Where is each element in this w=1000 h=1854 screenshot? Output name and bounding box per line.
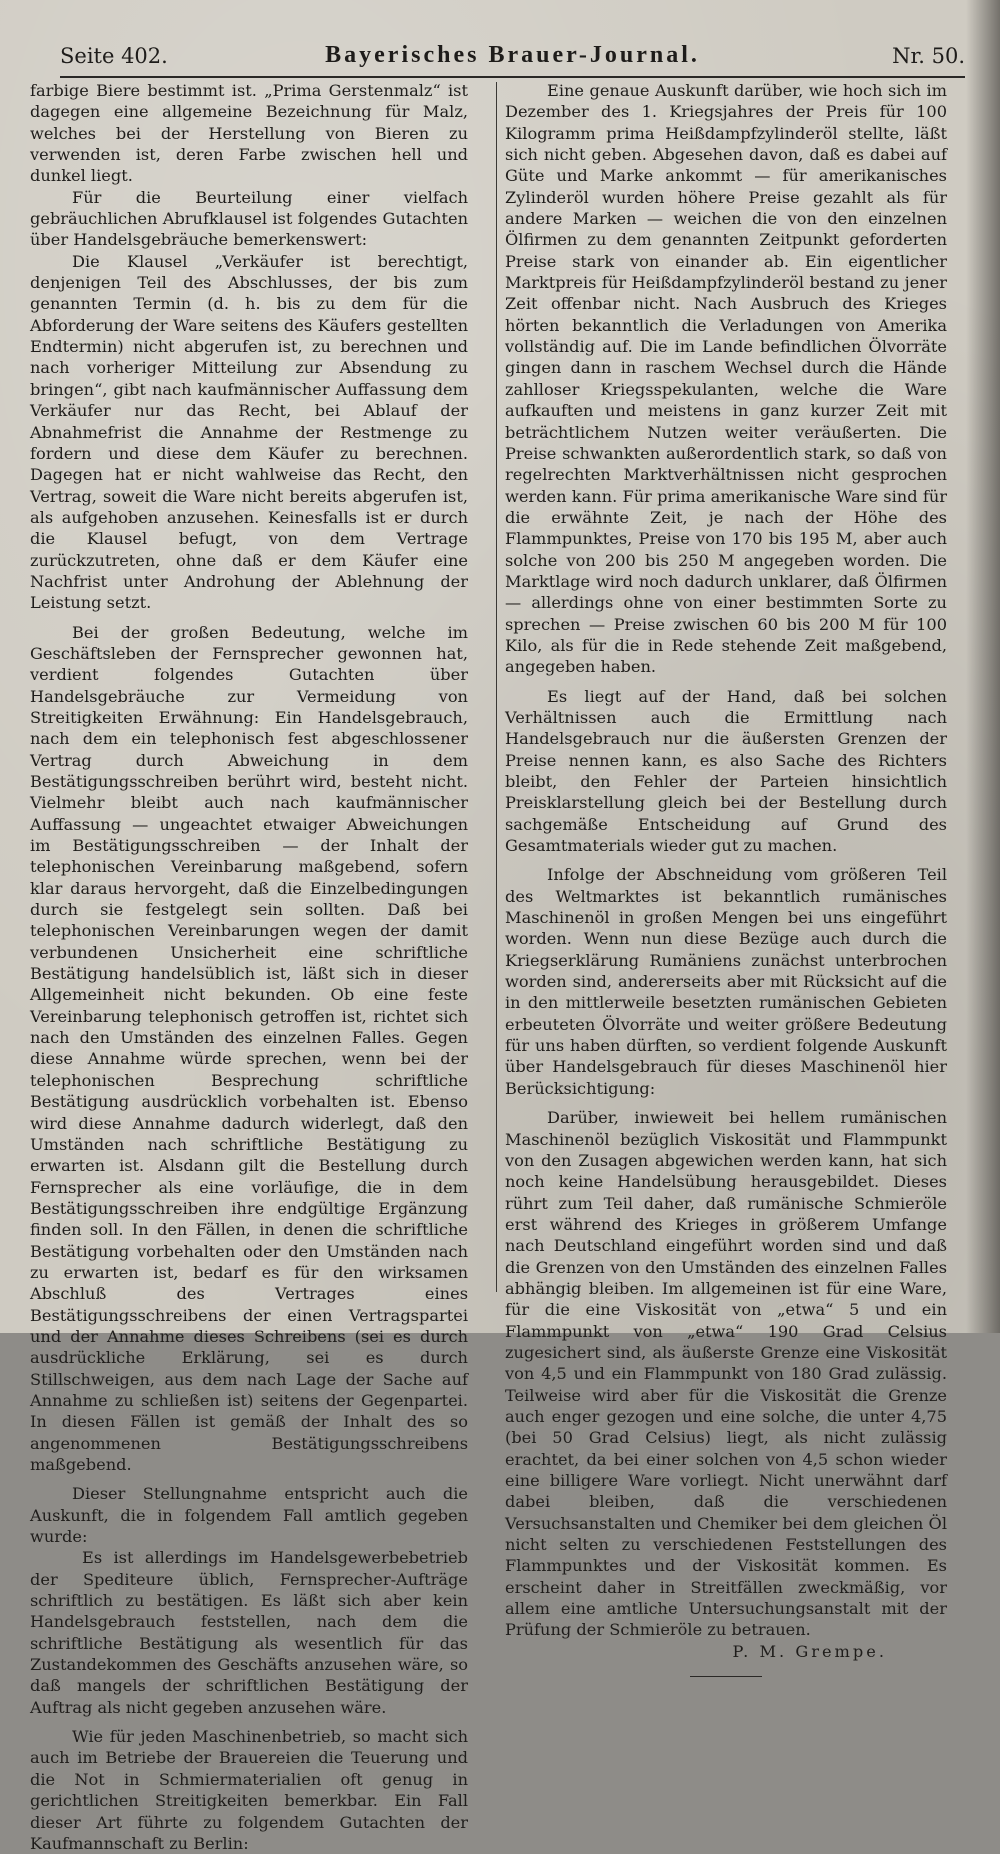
right-column bbox=[505, 80, 947, 1677]
quoted-opinion: Eine genaue Auskunft darüber, wie hoch sich im Dezember des 1. Kriegsjahres der Preis für 100 Kilogramm prima Heißdampfzylinderöl stellte, läßt sich nicht geben. Abgesehen davon, daß es dabei auf Güte und Marke ankommt — für amerikanisches Zylinderöl wurden höhere Preise gezahlt als für andere Marken — weichen die von den einzelnen Ölfirmen zu dem genannten Zeitpunkt geforderten Preise stark von einander ab. Ein eigentlicher Marktpreis für Heißdampfzylinderöl bestand zu jener Zeit offenbar nicht. Nach Ausbruch des Krieges hörten bekanntlich die Verladungen von Amerika vollständig auf. Die im Lande befindlichen Ölvorräte gingen dann in raschem Wechsel durch die Hände zahlloser Kriegsspekulanten, welche die Ware aufkauften und meistens in ganz kurzer Zeit mit beträchtlichem Nutzen weiter veräußerten. Die Preise schwankten außerordentlich stark, so daß von regelrechten Marktverhältnissen nicht gesprochen werden kann. Für prima amerikanische Ware sind für die erwähnte Zeit, je nach der Höhe des Flammpunktes, Preise von 170 bis 195 M, aber auch solche von 200 bis 250 M angegeben worden. Die Marktlage wird noch dadurch unklarer, daß Ölfirmen — allerdings ohne von einer bestimmten Sorte zu sprechen — Preise zwischen 60 bis 200 M für 100 Kilo, als für die in Rede stehende Zeit maßgebend, angegeben haben. bbox=[505, 81, 947, 677]
paragraph: Wie für jeden Maschinenbetrieb, so macht sich auch im Betriebe der Brauereien die Teuerung und die Not in Schmiermaterialien oft genug in gerichtlichen Streitigkeiten bemerkbar. Ein Fall dieser Art führte zu folgendem Gutachten der Kaufmannschaft zu Berlin: bbox=[30, 1727, 468, 1853]
spacer bbox=[505, 678, 947, 686]
paragraph: Für die Beurteilung einer vielfach gebräuchlichen Abrufklausel ist folgendes Gutachten über Handelsgebräuche bemerkenswert: bbox=[30, 187, 468, 250]
spacer bbox=[30, 614, 468, 622]
paragraph: Dieser Stellungnahme entspricht auch die Auskunft, die in folgendem Fall amtlich gegeben wurde: bbox=[30, 1484, 468, 1547]
spacer bbox=[505, 856, 947, 864]
quoted-opinion: Es ist allerdings im Handelsgewerbebetrieb der Spediteure üblich, Fernsprecher-Aufträge schriftlich zu bestätigen. Es läßt sich aber kein Handelsgebrauch feststellen, nach dem die schriftliche Bestätigung als wesentlich für das Zustandekommen des Geschäfts anzusehen wäre, so daß mangels der schriftlichen Bestätigung der Auftrag als nicht gegeben anzusehen wäre. bbox=[30, 1548, 468, 1717]
spacer bbox=[30, 1475, 468, 1483]
end-rule bbox=[690, 1676, 762, 1677]
quoted-opinion: Die Klausel „Verkäufer ist berechtigt, denjenigen Teil des Abschlusses, der bis zum genannten Termin (d. h. bis zu dem für die Abforderung der Ware seitens des Käufers gestellten Endtermin) nicht abgerufen ist, zu berechnen und nach vorheriger Mitteilung zur Absendung zu bringen“, gibt nach kaufmännischer Auffassung dem Verkäufer nur das Recht, bei Ablauf der Abnahmefrist die Annahme der Restmenge zu fordern und diese dem Käufer zu berechnen. Dagegen hat er nicht wahlweise das Recht, den Vertrag, soweit die Ware nicht bereits abgerufen ist, als aufgehoben anzusehen. Keinesfalls ist er durch die Klausel befugt, von dem Vertrage zurückzutreten, ohne daß er dem Käufer eine Nachfrist unter Androhung der Ablehnung der Leistung setzt. bbox=[30, 251, 468, 613]
issue-number: Nr. 50. bbox=[892, 44, 965, 68]
paragraph: Bei der großen Bedeutung, welche im Geschäftsleben der Fernsprecher gewonnen hat, verdient folgendes Gutachten über Handelsgebräuche zur Vermeidung von Streitigkeiten Erwähnung: Ein Handelsgebrauch, nach dem ein telephonisch fest abgeschlossener Vertrag durch Abweichung in dem Bestätigungsschreiben berührt wird, besteht nicht. Vielmehr bleibt auch nach kaufmännischer Auffassung — ungeachtet etwaiger Abweichungen im Bestätigungsschreiben — der Inhalt der telephonischen Vereinbarung maßgebend, sofern klar daraus hervorgeht, daß die Einzelbedingungen durch sie festgelegt sein sollten. Daß bei telephonischen Vereinbarungen wegen der damit verbundenen Unsicherheit eine schriftliche Bestätigung handelsüblich ist, läßt sich in dieser Allgemeinheit nicht bekunden. Ob eine feste Vereinbarung telephonisch getroffen ist, richtet sich nach den Umständen des einzelnen Falles. Gegen diese Annahme würde sprechen, wenn bei der telephonischen Besprechung schriftliche Bestätigung ausdrücklich vorbehalten ist. Ebenso wird diese Annahme dadurch widerlegt, daß den Umständen nach schriftliche Bestätigung zu erwarten ist. Alsdann gilt die Bestellung durch Fernsprecher als eine vorläufige, die in dem Bestätigungsschreiben ihre endgültige Ergänzung finden soll. In den Fällen, in denen die schriftliche Bestätigung vorbehalten oder den Umständen nach zu erwarten ist, bedarf es für den wirksamen Abschluß des Vertrages eines Bestätigungsschreibens der einen Vertragspartei und der Annahme dieses Schreibens (sei es durch ausdrückliche Erklärung, sei es durch Stillschweigen, aus dem nach Lage der Sache auf Annahme zu schließen ist) seitens der Gegenpartei. In diesen Fällen ist gemäß der Inhalt des so angenommenen Bestätigungsschreibens maßgebend. bbox=[30, 622, 468, 1474]
author-signature: P. M. Grempe. bbox=[732, 1641, 887, 1661]
spacer bbox=[30, 1718, 468, 1726]
journal-title: Bayerisches Brauer-Journal. bbox=[325, 42, 700, 68]
page-edge-shadow bbox=[966, 0, 1000, 1333]
column-divider bbox=[496, 82, 497, 1292]
left-column bbox=[30, 80, 468, 1854]
spacer bbox=[505, 1099, 947, 1107]
page-number: Seite 402. bbox=[60, 44, 168, 68]
paragraph: Es liegt auf der Hand, daß bei solchen Verhältnissen auch die Ermittlung nach Handelsgebrauch nur die äußersten Grenzen der Preise nennen kann, es also Sache des Richters bleibt, den Fehler der Parteien hinsichtlich Preisklarstellung gleich bei der Bestellung durch sachgemäße Entscheidung auf Grund des Gesamtmaterials wieder gut zu machen. bbox=[505, 686, 947, 856]
page-header bbox=[60, 40, 965, 80]
quoted-opinion: Darüber, inwieweit bei hellem rumänischen Maschinenöl bezüglich Viskosität und Flammpunkt von den Zusagen abgewichen werden kann, hat sich noch keine Handelsübung herausgebildet. Dieses rührt zum Teil daher, daß rumänische Schmieröle erst während des Krieges in größerem Umfange nach Deutschland eingeführt worden sind und daß die Grenzen von den Umständen des einzelnen Falles abhängig bleiben. Im allgemeinen ist für eine Ware, für die eine Viskosität von „etwa“ 5 und ein Flammpunkt von „etwa“ 190 Grad Celsius zugesichert sind, als äußerste Grenze eine Viskosität von 4,5 und ein Flammpunkt von 180 Grad zulässig. Teilweise wird aber für die Viskosität die Grenze auch enger gezogen und eine solche, die unter 4,75 (bei 50 Grad Celsius) liegt, als nicht zulässig erachtet, da bei einer solchen von 4,5 schon wieder eine billigere Ware vorliegt. Nicht unerwähnt darf dabei bleiben, daß die verschiedenen Versuchsanstalten und Chemiker bei dem gleichen Öl nicht selten zu verschiedenen Feststellungen des Flammpunktes und der Viskosität kommen. Es erscheint daher in Streitfällen zweckmäßig, vor allem eine amtliche Untersuchungsanstalt mit der Prüfung der Schmieröle zu betrauen. bbox=[505, 1108, 947, 1640]
paragraph: Infolge der Abschneidung vom größeren Teil des Weltmarktes ist bekanntlich rumänisches Maschinenöl in großen Mengen bei uns eingeführt worden. Wenn nun diese Bezüge auch durch die Kriegserklärung Rumäniens zunächst unterbrochen worden sind, andererseits aber mit Rücksicht auf die in den mittlerweile besetzten rumänischen Gebieten erbeuteten Ölvorräte und weiter größere Bedeutung für uns haben dürften, so verdient folgende Auskunft über Handelsgebrauch für dieses Maschinenöl hier Berücksichtigung: bbox=[505, 865, 947, 1098]
paragraph: farbige Biere bestimmt ist. „Prima Gerstenmalz“ ist dagegen eine allgemeine Bezeichnung für Malz, welches bei der Herstellung von Bieren zu verwenden ist, deren Farbe zwischen hell und dunkel liegt. bbox=[30, 81, 468, 186]
header-rule bbox=[60, 76, 965, 78]
